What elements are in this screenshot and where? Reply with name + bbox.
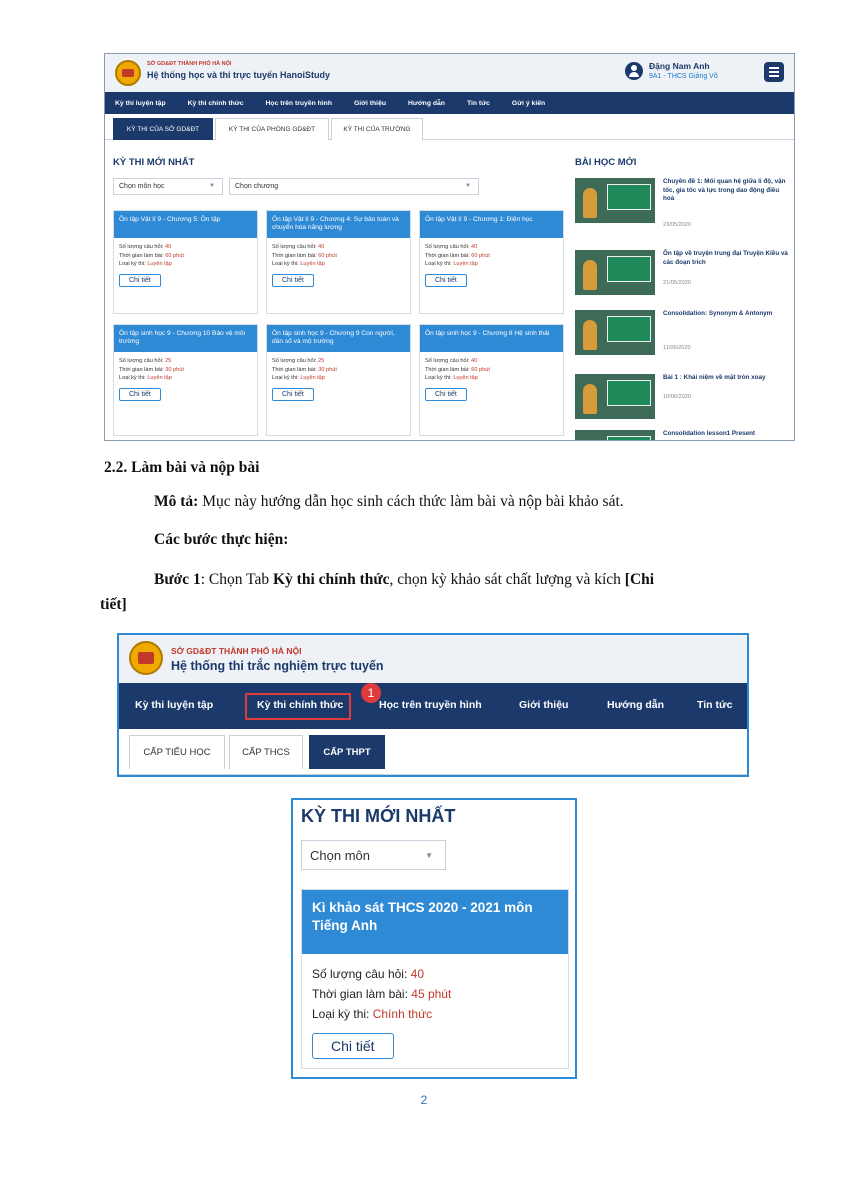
time-label: Thời gian làm bài:: [272, 252, 317, 259]
step1-label: Bước 1: [154, 571, 201, 588]
lesson-date: 11/06/2020: [663, 345, 691, 351]
time-value: 60 phút: [165, 252, 184, 259]
detail-button[interactable]: Chi tiết: [119, 388, 161, 401]
level-tabs: [119, 729, 747, 775]
tab-high-school[interactable]: CẤP THPT: [309, 735, 385, 769]
exam-card-title[interactable]: Ôn tập sinh học 9 - Chương 8 Hệ sinh thái: [420, 325, 563, 352]
nav-about[interactable]: Giới thiệu: [519, 699, 569, 711]
time-label: Thời gian làm bài:: [312, 987, 408, 1001]
type-label: Loại kỳ thi:: [119, 261, 146, 267]
time-label: Thời gian làm bài:: [119, 366, 164, 373]
screenshot-hanoistudy-home: [104, 53, 795, 441]
lesson-date: 23/05/2020: [663, 222, 691, 228]
user-school: 9A1 - THCS Giảng Võ: [649, 73, 718, 80]
questions-value: 40: [470, 244, 478, 250]
step1-tab-name: Kỳ thi chính thức: [273, 571, 390, 588]
latest-exams-heading: KỲ THI MỚI NHẤT: [301, 806, 456, 826]
exam-tabs: [105, 114, 794, 140]
system-name: Hệ thống thi trắc nghiệm trực tuyến: [171, 659, 384, 673]
nav-practice-exams[interactable]: Kỳ thi luyện tập: [135, 699, 214, 711]
type-value: Luyện tập: [453, 261, 478, 267]
nav-news[interactable]: Tin tức: [466, 99, 490, 107]
nav-about[interactable]: Giới thiệu: [353, 99, 387, 107]
department-label: SỞ GD&ĐT THÀNH PHỐ HÀ NỘI: [171, 646, 302, 656]
step1-text-a: : Chọn Tab: [200, 571, 273, 588]
exam-card: [113, 210, 258, 314]
type-label: Loại kỳ thi:: [119, 375, 146, 381]
nav-feedback[interactable]: Gửi ý kiến: [511, 99, 546, 107]
detail-button[interactable]: Chi tiết: [119, 274, 161, 287]
lesson-item[interactable]: [575, 250, 790, 300]
type-label: Loại kỳ thi:: [272, 261, 299, 267]
type-label: Loại kỳ thi:: [312, 1007, 370, 1021]
exam-card-title[interactable]: Ôn tập Vật lí 9 - Chương 4: Sự bảo toàn và chuyển hóa năng lượng: [267, 211, 410, 238]
steps-heading: Các bước thực hiện:: [154, 531, 289, 548]
step1-paragraph: [154, 571, 654, 589]
main-nav: [105, 92, 794, 114]
step1-continuation: tiết]: [100, 596, 127, 613]
nav-tv-learning[interactable]: Học trên truyền hình: [265, 99, 332, 107]
nav-guide[interactable]: Hướng dẫn: [607, 699, 665, 711]
exam-card-title[interactable]: Ôn tập Vật lí 9 - Chương 1: Điện học: [420, 211, 563, 238]
time-value: 60 phút: [471, 366, 490, 373]
subject-select[interactable]: [113, 178, 223, 195]
tab-department[interactable]: KỲ THI CỦA SỞ GD&ĐT: [113, 118, 213, 140]
time-label: Thời gian làm bài:: [425, 252, 470, 259]
subject-select-value: Chọn môn học: [119, 183, 165, 190]
exam-card: [419, 210, 564, 314]
tab-school[interactable]: KỲ THI CỦA TRƯỜNG: [331, 118, 423, 140]
lesson-thumbnail[interactable]: [575, 178, 655, 223]
nav-practice-exams[interactable]: Kỳ thi luyện tập: [115, 99, 166, 107]
header-bar: [105, 54, 794, 92]
detail-button[interactable]: Chi tiết: [272, 388, 314, 401]
step1-text-c: [Chi: [624, 571, 655, 588]
questions-label: Số lượng câu hỏi:: [425, 244, 470, 250]
nav-official-exams[interactable]: Kỳ thi chính thức: [257, 699, 344, 711]
questions-value: 25: [164, 358, 172, 364]
questions-value: 40: [470, 358, 478, 364]
exam-card: [419, 324, 564, 436]
description-text: Mục này hướng dẫn học sinh cách thức làm bài và nộp bài khảo sát.: [198, 493, 624, 510]
time-value: 30 phút: [165, 366, 184, 373]
exam-card: [266, 210, 411, 314]
section-heading: 2.2. Làm bài và nộp bài: [104, 459, 260, 476]
lesson-date: 10/06/2020: [663, 394, 691, 400]
detail-button[interactable]: Chi tiết: [272, 274, 314, 287]
questions-value: 40: [410, 967, 424, 981]
user-avatar-icon[interactable]: [625, 62, 643, 80]
type-label: Loại kỳ thi:: [425, 375, 452, 381]
lesson-thumbnail[interactable]: [575, 430, 655, 441]
nav-news[interactable]: Tin tức: [697, 699, 733, 711]
questions-label: Số lượng câu hỏi:: [312, 967, 408, 981]
exam-card: [301, 889, 569, 1069]
subject-select-value: Chọn môn: [310, 847, 370, 863]
time-value: 60 phút: [471, 252, 490, 259]
lesson-title[interactable]: Consolidation: Synonym & Antonym: [663, 310, 773, 317]
chapter-select-value: Chọn chương: [235, 183, 279, 190]
chevron-down-icon: ▼: [425, 851, 433, 860]
main-nav: [119, 683, 747, 729]
description-label: Mô tả:: [154, 493, 199, 510]
time-label: Thời gian làm bài:: [272, 366, 317, 373]
system-name: Hệ thống học và thi trực tuyến HanoiStudy: [147, 70, 331, 80]
nav-guide[interactable]: Hướng dẫn: [408, 99, 445, 107]
tab-district[interactable]: KỲ THI CỦA PHÒNG GD&ĐT: [215, 118, 329, 140]
exam-card-title[interactable]: Ôn tập Vật lí 9 - Chương 5: Ôn tập: [114, 211, 257, 238]
exam-card: [266, 324, 411, 436]
header-bar: [119, 635, 747, 683]
questions-value: 40: [317, 244, 325, 250]
lesson-thumbnail[interactable]: [575, 310, 655, 355]
time-label: Thời gian làm bài:: [425, 366, 470, 373]
type-value: Luyện tập: [147, 261, 172, 267]
step-badge: 1: [361, 683, 381, 703]
lesson-title[interactable]: Consolidation lesson1 Present: [663, 430, 756, 437]
screenshot-exam-card: [291, 798, 577, 1079]
type-value: Luyện tập: [147, 375, 172, 381]
nav-official-exams[interactable]: Kỳ thi chính thức: [187, 99, 244, 107]
lesson-title[interactable]: Chuyên đề 1: Mối quan hệ giữa li độ, vận tốc, gia tốc và lực trong dao động điều hoà: [663, 178, 786, 202]
chevron-down-icon: ▼: [209, 183, 215, 189]
questions-label: Số lượng câu hỏi:: [425, 358, 470, 364]
latest-exams-heading: KỲ THI MỚI NHẤT: [113, 157, 195, 168]
detail-button[interactable]: Chi tiết: [312, 1033, 394, 1059]
time-value: 60 phút: [318, 252, 337, 259]
time-value: 45 phút: [411, 987, 452, 1001]
department-label: SỞ GD&ĐT THÀNH PHỐ HÀ NỘI: [147, 61, 232, 67]
tab-secondary[interactable]: CẤP THCS: [229, 735, 303, 769]
lesson-title[interactable]: Bài 1 : Khái niệm về mặt tròn xoay: [663, 374, 766, 381]
lesson-thumbnail[interactable]: [575, 250, 655, 295]
subject-select[interactable]: [301, 840, 446, 870]
page-number: 2: [420, 1093, 428, 1107]
chapter-select[interactable]: [229, 178, 479, 195]
detail-button[interactable]: Chi tiết: [425, 274, 467, 287]
type-value: Luyện tập: [300, 375, 325, 381]
description-paragraph: [154, 493, 624, 511]
time-value: 30 phút: [318, 366, 337, 373]
logo-icon: [129, 641, 163, 675]
screenshot-official-exam-nav: [117, 633, 749, 777]
lesson-item[interactable]: [575, 310, 790, 360]
step1-text-b: , chọn kỳ khảo sát chất lượng và kích: [389, 571, 625, 588]
questions-label: Số lượng câu hỏi:: [119, 244, 164, 250]
lesson-title[interactable]: Ôn tập về truyện trung đại Truyện Kiều và các đoạn trích: [663, 250, 788, 266]
new-lessons-heading: BÀI HỌC MỚI: [575, 157, 637, 168]
type-value: Luyện tập: [300, 261, 325, 267]
type-value: Chính thức: [372, 1007, 433, 1021]
hamburger-menu-icon[interactable]: [764, 62, 784, 82]
exam-card-title[interactable]: Kì khảo sát THCS 2020 - 2021 môn Tiếng Anh: [302, 890, 568, 954]
questions-label: Số lượng câu hỏi:: [272, 358, 317, 364]
questions-value: 40: [164, 244, 172, 250]
type-label: Loại kỳ thi:: [425, 261, 452, 267]
highlight-box: [245, 693, 351, 720]
questions-label: Số lượng câu hỏi:: [119, 358, 164, 364]
chevron-down-icon: ▼: [465, 183, 471, 189]
user-name[interactable]: Đặng Nam Anh: [649, 61, 710, 71]
type-value: Luyện tập: [453, 375, 478, 381]
exam-card-title[interactable]: Ôn tập sinh học 9 - Chương 9 Con người, dân số và mộ trường: [267, 325, 410, 352]
lesson-item[interactable]: [575, 178, 790, 228]
logo-icon: [115, 60, 141, 86]
type-label: Loại kỳ thi:: [272, 375, 299, 381]
lesson-item[interactable]: [575, 430, 790, 441]
detail-button[interactable]: Chi tiết: [425, 388, 467, 401]
time-label: Thời gian làm bài:: [119, 252, 164, 259]
lesson-date: 21/05/2020: [663, 280, 691, 286]
exam-card: [113, 324, 258, 436]
tab-primary[interactable]: CẤP TIỂU HỌC: [129, 735, 225, 769]
questions-value: 25: [317, 358, 325, 364]
lesson-thumbnail[interactable]: [575, 374, 655, 419]
questions-label: Số lượng câu hỏi:: [272, 244, 317, 250]
exam-card-title[interactable]: Ôn tập sinh học 9 - Chương 10 Bảo vệ môi trường: [114, 325, 257, 352]
lesson-item[interactable]: [575, 374, 790, 424]
nav-tv-learning[interactable]: Học trên truyền hình: [379, 699, 482, 711]
